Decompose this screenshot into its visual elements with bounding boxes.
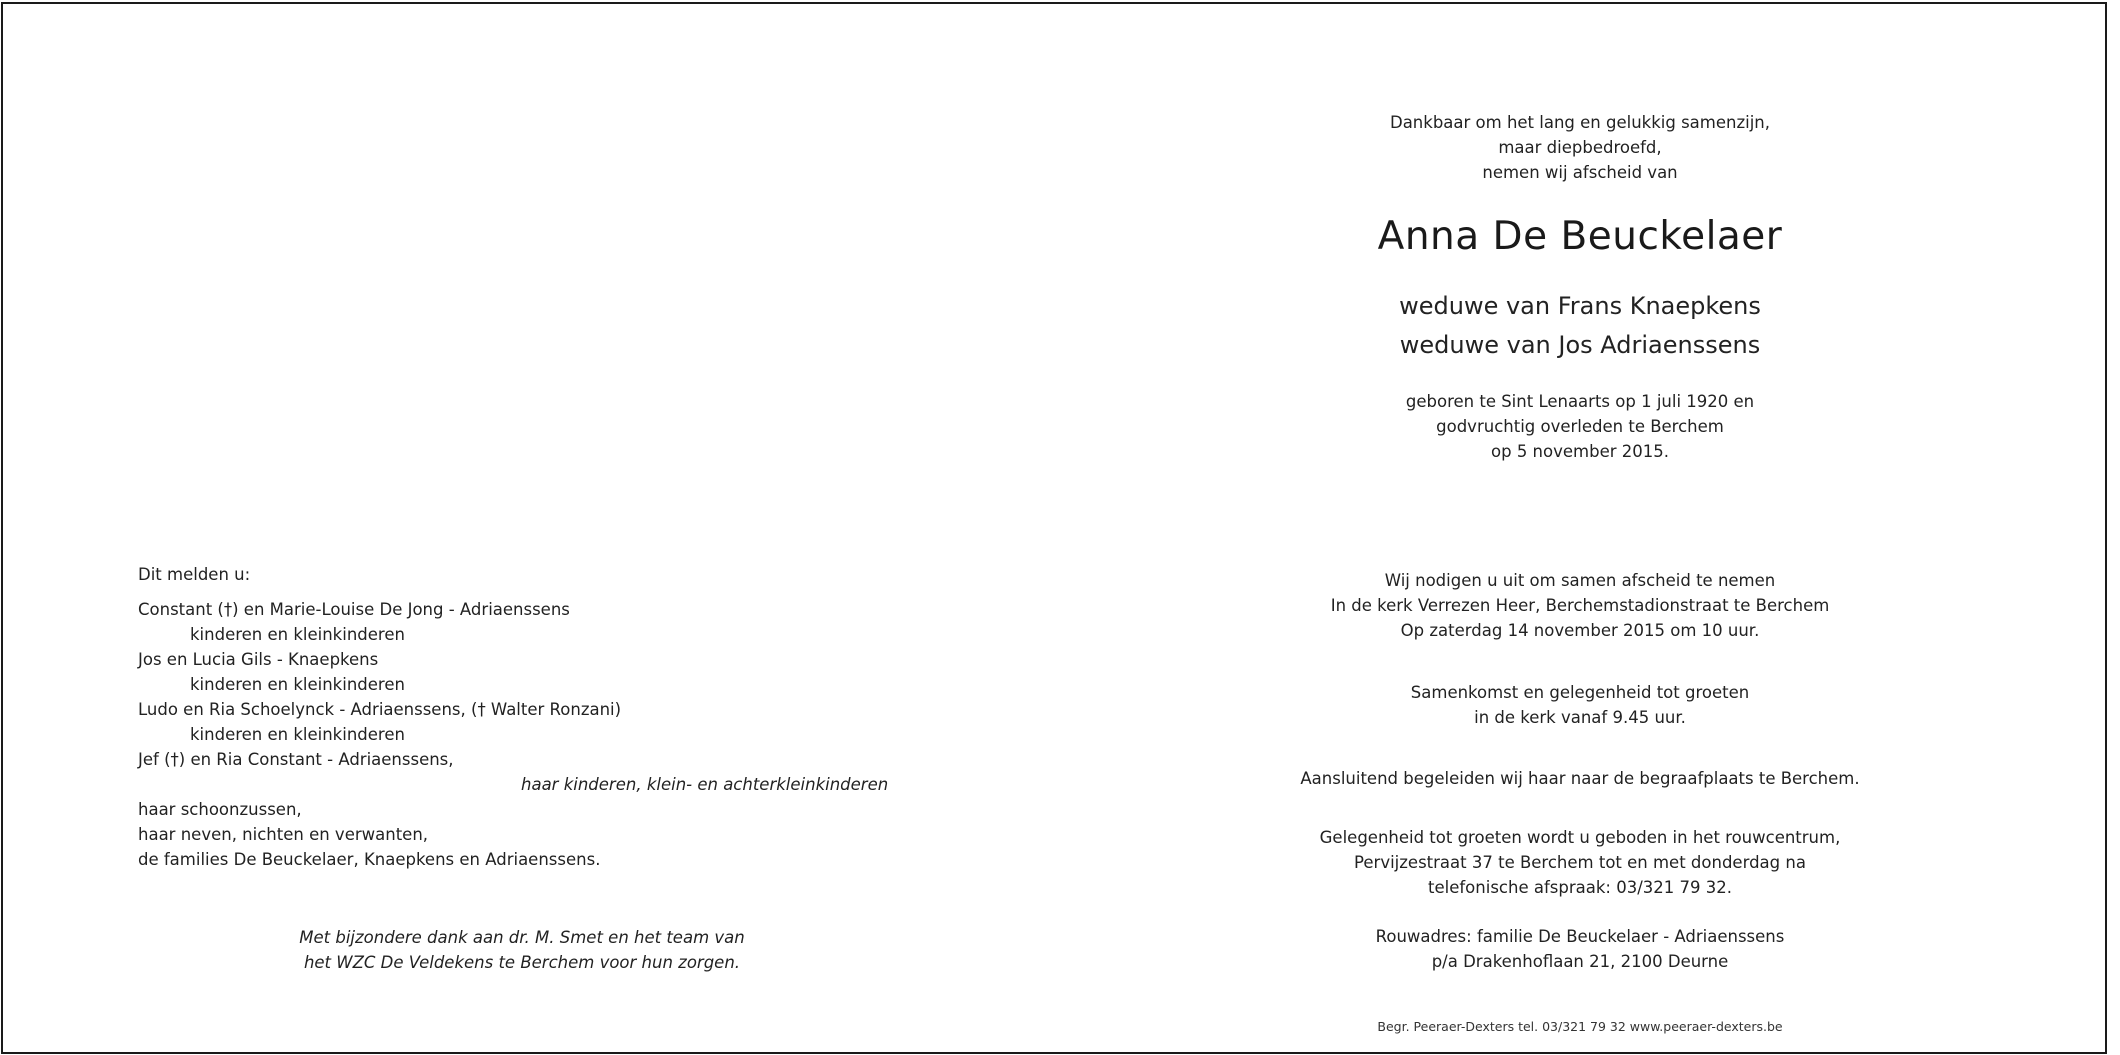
family-line: haar kinderen, klein- en achterkleinkinderen	[521, 775, 889, 794]
undertaker-footer: Begr. Peeraer-Dexters tel. 03/321 79 32 www.peeraer-dexters.be	[1377, 1019, 1783, 1034]
widow-of	[1270, 287, 1890, 365]
condolence-line: telefonische afspraak: 03/321 79 32.	[1428, 878, 1732, 897]
birth-line: op 5 november 2015.	[1491, 442, 1669, 461]
burial-info: Aansluitend begeleiden wij haar naar de begraafplaats te Berchem.	[1300, 769, 1860, 788]
family-line: haar schoonzussen,	[138, 800, 302, 819]
invite-line: In de kerk Verrezen Heer, Berchemstadionstraat te Berchem	[1330, 596, 1830, 615]
family-announcement	[138, 562, 898, 872]
gathering-line: Samenkomst en gelegenheid tot groeten	[1410, 683, 1750, 702]
widow-line: weduwe van Frans Knaepkens	[1399, 292, 1761, 320]
opening-line: maar diepbedroefd,	[1498, 138, 1662, 157]
condolence-info	[1270, 825, 1890, 900]
widow-line: weduwe van Jos Adriaenssens	[1399, 331, 1761, 359]
invite-line: Op zaterdag 14 november 2015 om 10 uur.	[1400, 621, 1760, 640]
condolence-line: Gelegenheid tot groeten wordt u geboden in het rouwcentrum,	[1319, 828, 1841, 847]
family-line: kinderen en kleinkinderen	[190, 675, 405, 694]
family-line: de families De Beuckelaer, Knaepkens en Adriaenssens.	[138, 850, 601, 869]
funeral-invitation	[1270, 568, 1890, 643]
deceased-name: Anna De Beuckelaer	[1377, 214, 1783, 259]
family-line: Jos en Lucia Gils - Knaepkens	[138, 650, 379, 669]
address-line: p/a Drakenhoflaan 21, 2100 Deurne	[1431, 952, 1729, 971]
opening-line: nemen wij afscheid van	[1482, 163, 1678, 182]
thanks-note	[138, 925, 906, 975]
family-line: haar neven, nichten en verwanten,	[138, 825, 429, 844]
invite-line: Wij nodigen u uit om samen afscheid te nemen	[1384, 571, 1776, 590]
gathering-info	[1270, 680, 1890, 730]
family-line: Constant (†) en Marie-Louise De Jong - Adriaenssens	[138, 600, 570, 619]
opening-text	[1270, 110, 1890, 185]
family-line: Ludo en Ria Schoelynck - Adriaenssens, († Walter Ronzani)	[138, 700, 622, 719]
family-line: Jef (†) en Ria Constant - Adriaenssens,	[138, 750, 454, 769]
condolence-line: Pervijzestraat 37 te Berchem tot en met donderdag na	[1354, 853, 1806, 872]
thanks-line: het WZC De Veldekens te Berchem voor hun zorgen.	[303, 953, 741, 972]
address-line: Rouwadres: familie De Beuckelaer - Adriaenssens	[1375, 927, 1785, 946]
announcement-intro: Dit melden u:	[138, 565, 251, 584]
family-line: kinderen en kleinkinderen	[190, 725, 405, 744]
birth-line: geboren te Sint Lenaarts op 1 juli 1920 en	[1405, 392, 1755, 411]
thanks-line: Met bijzondere dank aan dr. M. Smet en het team van	[299, 928, 745, 947]
family-list	[138, 597, 898, 872]
birth-line: godvruchtig overleden te Berchem	[1436, 417, 1724, 436]
gathering-line: in de kerk vanaf 9.45 uur.	[1474, 708, 1686, 727]
birth-death-details	[1270, 389, 1890, 464]
opening-line: Dankbaar om het lang en gelukkig samenzijn,	[1389, 113, 1770, 132]
mourning-address	[1270, 924, 1890, 974]
family-line: kinderen en kleinkinderen	[190, 625, 405, 644]
